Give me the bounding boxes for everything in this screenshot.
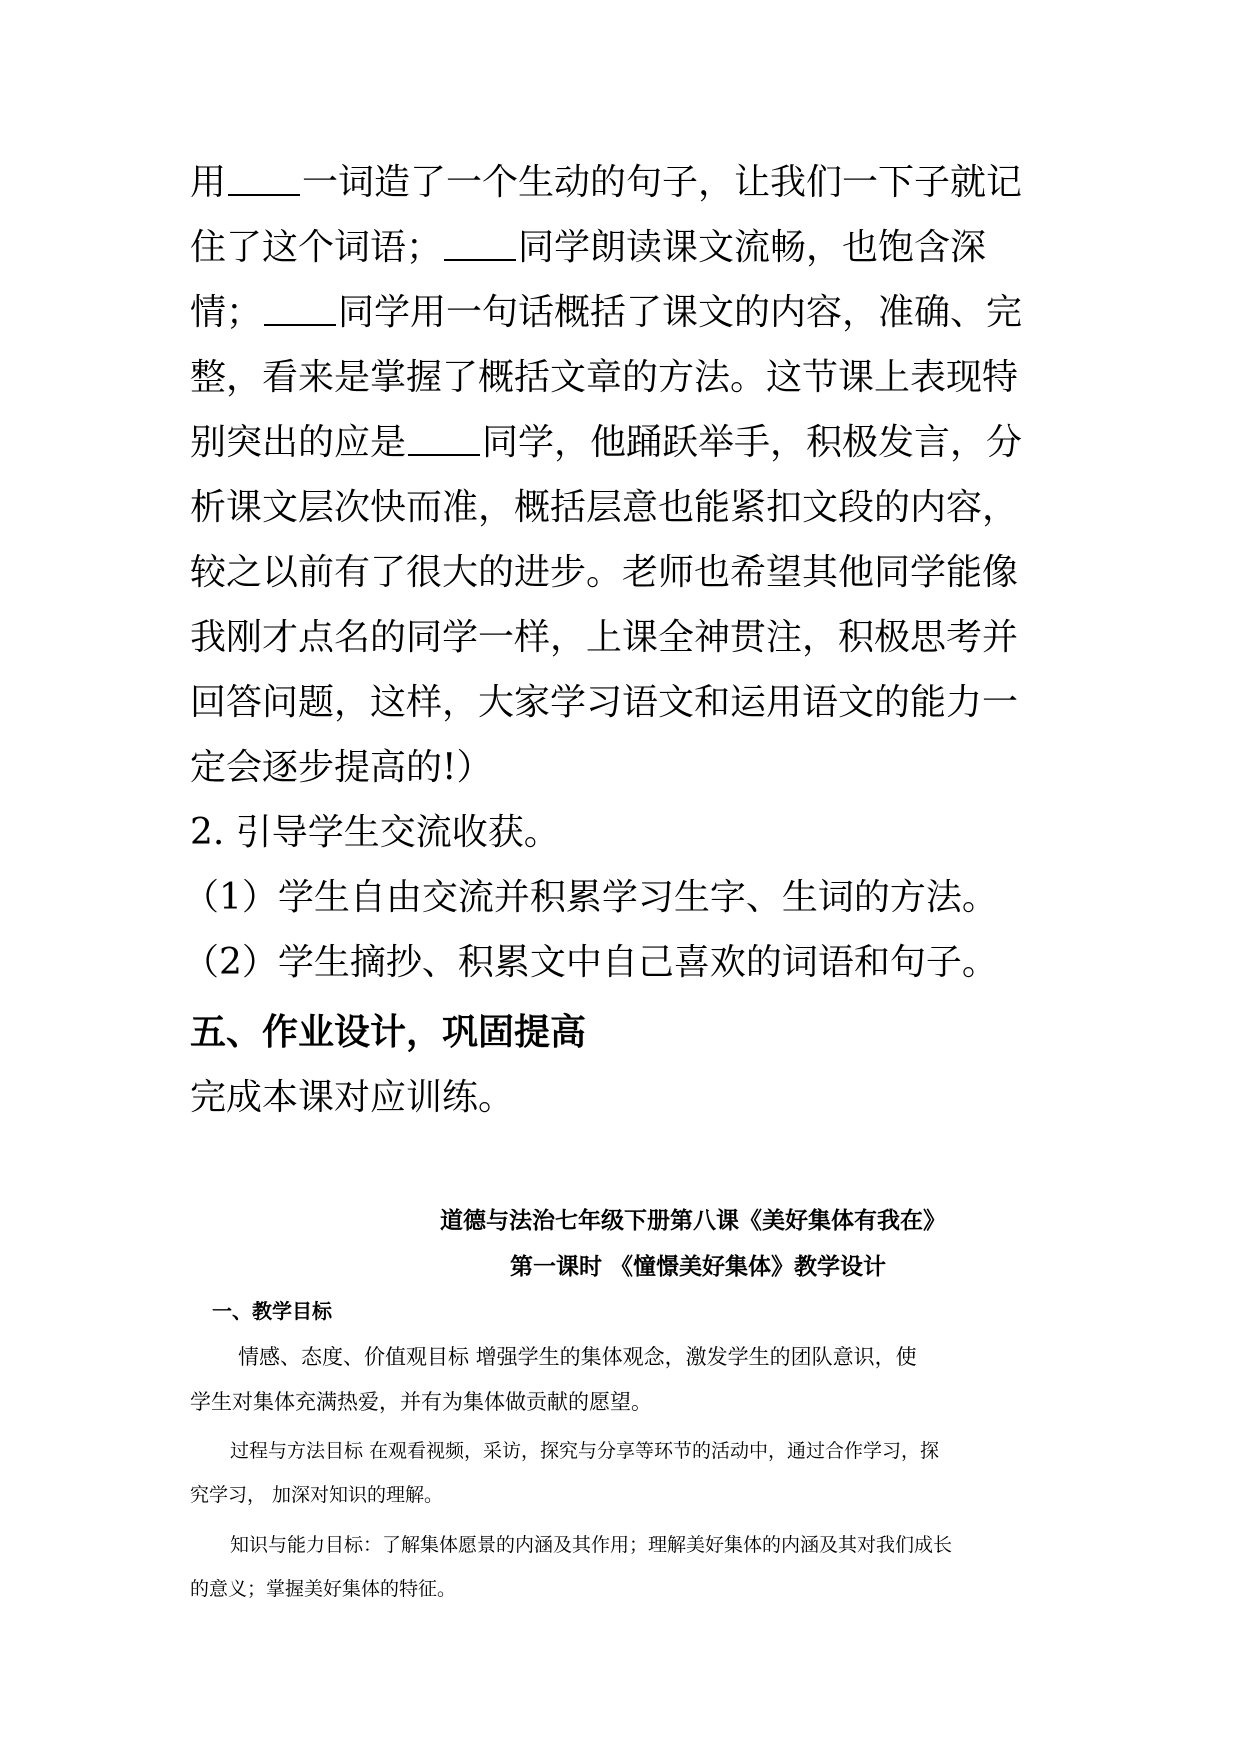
goal-knowledge-line-2: 的意义；掌握美好集体的特征。 [190, 1578, 457, 1600]
paragraph-line-6: 析课文层次快而准，概括层意也能紧扣文段的内容， [190, 487, 1019, 528]
paragraph-line-2: 住了这个词语； 同学朗读课文流畅，也饱含深 [190, 227, 987, 268]
lesson-title: 道德与法治七年级下册第八课《美好集体有我在》 [440, 1208, 946, 1234]
section5-heading: 五、作业设计，巩固提高 [190, 1012, 587, 1053]
teaching-goals-heading: 一、教学目标 [212, 1299, 332, 1323]
goal-emotion-line-1: 情感、态度、价值观目标 增强学生的集体观念，激发学生的团队意识，使 [238, 1345, 917, 1369]
fill-blank [228, 164, 300, 196]
fill-blank [264, 294, 336, 326]
section5-body: 完成本课对应训练。 [190, 1077, 515, 1118]
paragraph-line-7: 较之以前有了很大的进步。老师也希望其他同学能像 [190, 552, 1019, 593]
paragraph-line-4: 整，看来是掌握了概括文章的方法。这节课上表现特 [190, 357, 1019, 398]
lesson-subtitle: 第一课时 《憧憬美好集体》教学设计 [510, 1254, 887, 1280]
paragraph-line-3: 情； 同学用一句话概括了课文的内容，准确、完 [190, 292, 1023, 333]
paragraph-line-1: 用 一词造了一个生动的句子，让我们一下子就记 [190, 162, 1023, 203]
goal-emotion-line-2: 学生对集体充满热爱，并有为集体做贡献的愿望。 [190, 1390, 652, 1414]
fill-blank [408, 424, 480, 456]
goal-process-line-1: 过程与方法目标 在观看视频，采访，探究与分享等环节的活动中，通过合作学习，探 [230, 1440, 940, 1462]
paragraph-line-8: 我刚才点名的同学一样，上课全神贯注，积极思考并 [190, 617, 1019, 658]
fill-blank [444, 229, 516, 261]
goal-process-line-2: 究学习， 加深对知识的理解。 [190, 1484, 444, 1506]
step2-item-1: （1）学生自由交流并积累学习生字、生词的方法。 [183, 877, 998, 918]
step2-title: 2. 引导学生交流收获。 [190, 812, 560, 853]
paragraph-line-10: 定会逐步提高的!） [190, 747, 493, 788]
goal-knowledge-line-1: 知识与能力目标：了解集体愿景的内涵及其作用；理解美好集体的内涵及其对我们成长 [230, 1534, 953, 1556]
step2-item-2: （2）学生摘抄、积累文中自己喜欢的词语和句子。 [183, 942, 998, 983]
paragraph-line-9: 回答问题，这样，大家学习语文和运用语文的能力一 [190, 682, 1019, 723]
paragraph-line-5: 别突出的应是 同学，他踊跃举手，积极发言，分 [190, 422, 1023, 463]
